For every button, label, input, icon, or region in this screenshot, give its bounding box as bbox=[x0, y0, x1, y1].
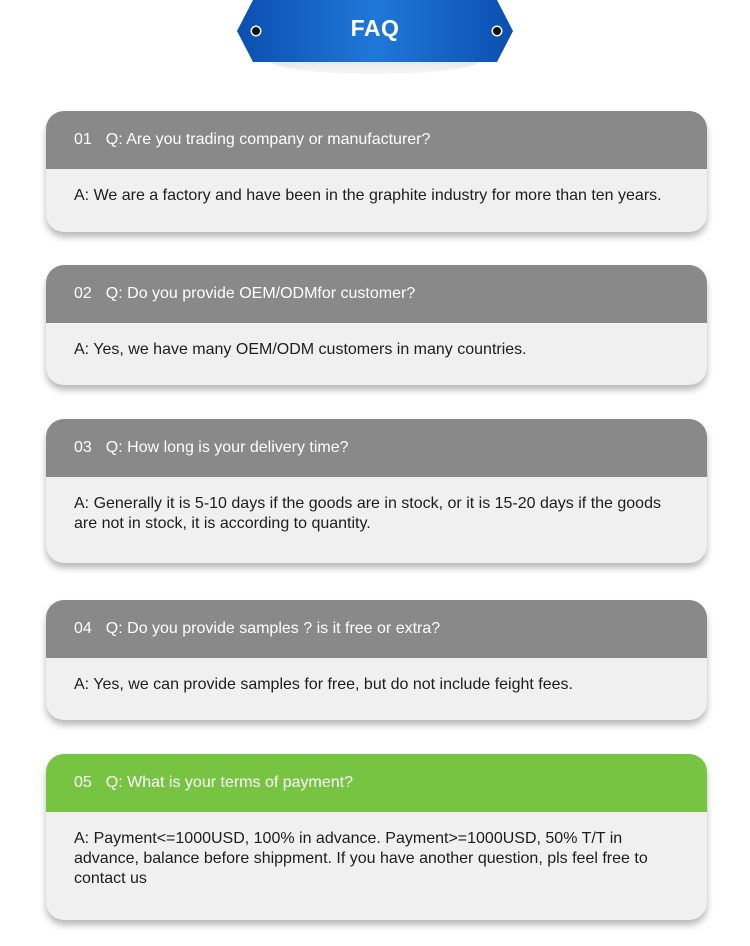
faq-answer: A: Generally it is 5-10 days if the goods are in stock, or it is 15-20 days if the goods are not in stock, it is according to quantity. bbox=[74, 495, 661, 532]
faq-question: Q: Are you trading company or manufacturer? bbox=[105, 131, 431, 148]
faq-answer: A: Yes, we have many OEM/ODM customers in many countries. bbox=[74, 341, 527, 358]
faq-question: Q: How long is your delivery time? bbox=[105, 439, 349, 456]
badge-shadow bbox=[269, 60, 481, 74]
faq-item-1 bbox=[46, 111, 707, 232]
page-title: FAQ bbox=[350, 15, 400, 41]
faq-item-2 bbox=[46, 265, 707, 385]
faq-answer: A: Yes, we can provide samples for free, but do not include feight fees. bbox=[74, 676, 573, 693]
faq-number: 02 bbox=[74, 285, 92, 302]
faq-question-bar bbox=[46, 600, 707, 658]
faq-number: 03 bbox=[74, 439, 92, 456]
faq-item-3 bbox=[46, 419, 707, 563]
faq-answer: A: We are a factory and have been in the graphite industry for more than ten years. bbox=[74, 187, 662, 204]
faq-number: 05 bbox=[74, 774, 92, 791]
faq-item-5 bbox=[46, 754, 707, 920]
faq-question: Q: Do you provide OEM/ODMfor customer? bbox=[105, 285, 416, 302]
faq-question-bar bbox=[46, 265, 707, 323]
faq-question-bar bbox=[46, 419, 707, 477]
faq-question-bar bbox=[46, 111, 707, 169]
faq-header-badge bbox=[237, 0, 513, 62]
faq-answer: A: Payment<=1000USD, 100% in advance. Payment>=1000USD, 50% T/T in advance, balance before shippment. If you have another question, pls feel free to contact us bbox=[74, 830, 648, 887]
faq-question: Q: Do you provide samples ? is it free or extra? bbox=[105, 620, 441, 637]
faq-question-bar bbox=[46, 754, 707, 812]
faq-number: 01 bbox=[74, 131, 92, 148]
faq-item-4 bbox=[46, 600, 707, 720]
faq-question: Q: What is your terms of payment? bbox=[105, 774, 353, 791]
faq-number: 04 bbox=[74, 620, 92, 637]
